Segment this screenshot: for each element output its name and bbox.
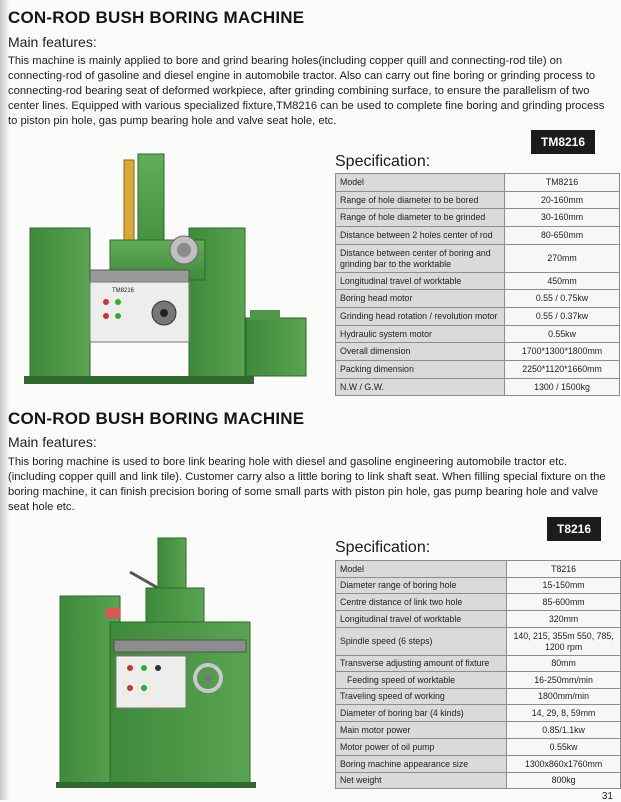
section1-title: CON-ROD BUSH BORING MACHINE [8, 8, 305, 27]
spec-value: 85-600mm [507, 594, 621, 611]
spec-label: Transverse adjusting amount of fixture [336, 656, 507, 672]
spec-label: N.W / G.W. [336, 379, 505, 396]
spec-row [336, 561, 621, 578]
spec-label: Model [336, 561, 507, 578]
spec-label: Boring head motor [336, 290, 505, 308]
spec-label: Model [336, 174, 505, 192]
spec-value: 0.55 / 0.75kw [505, 290, 620, 308]
spec-row [336, 628, 621, 656]
spec-value: 20-160mm [505, 192, 620, 209]
spec-label: Packing dimension [336, 361, 505, 379]
spec-label: Net weight [336, 773, 507, 789]
spec-value: 80-650mm [505, 227, 620, 245]
spec-row [336, 578, 621, 594]
section1-model-badge: TM8216 [531, 130, 595, 154]
spec-row [336, 326, 620, 343]
spec-label: Diameter range of boring hole [336, 578, 507, 594]
spec-row [336, 174, 620, 192]
spec-row [336, 672, 621, 689]
spec-row [336, 656, 621, 672]
spec-label: Centre distance of link two hole [336, 594, 507, 611]
spec-label: Overall dimension [336, 343, 505, 361]
spec-value: 2250*1120*1660mm [505, 361, 620, 379]
section1-features-text: This machine is mainly applied to bore and grind bearing holes(including copper quill and connecting-rod tile) on connecting-rod of gasoline and diesel engine in automobile tractor. Also can carry out fine boring or grinding process to connecting-rod bearing seat of deformed workpiece, after grinding combining surface, to ensure the parallelism of two center lines. Equipped with various specialized fixture,TM8216 can be used to complete fine boring and grinding process to piston pin hole, gas pump bearing hole and valve seat hole, etc. [8, 55, 605, 127]
spec-label: Hydraulic system motor [336, 326, 505, 343]
spec-value: 1300x860x1760mm [507, 756, 621, 773]
spec-label: Feeding speed of worktable [336, 672, 507, 689]
spec-value: 800kg [507, 773, 621, 789]
tm8216-machine-photo [14, 150, 314, 386]
spec-row [336, 343, 620, 361]
spec-row [336, 594, 621, 611]
spec-row [336, 379, 620, 396]
spec-value: T8216 [507, 561, 621, 578]
spec-label: Traveling speed of working [336, 689, 507, 705]
spec-value: 0.85/1.1kw [507, 722, 621, 739]
spec-label: Longitudinal travel of worktable [336, 611, 507, 628]
spec-row [336, 773, 621, 789]
spec-label: Boring machine appearance size [336, 756, 507, 773]
spec-row [336, 722, 621, 739]
spec-row [336, 689, 621, 705]
spec-value: 80mm [507, 656, 621, 672]
section2-features-text: This boring machine is used to bore link bearing hole with diesel and gasoline engineering automobile tractor etc. (including copper quill and link tile). Customer carry also a little boring to link shaft seat. When filling special fixture on the boring machine, it can finish precision boring of some small parts with piston pin hole, gas pump bearing hole and valve seat hole etc. [8, 456, 606, 513]
spec-value: 30-160mm [505, 209, 620, 227]
section2-title: CON-ROD BUSH BORING MACHINE [8, 409, 305, 428]
page-number: 31 [601, 791, 613, 802]
spec-row [336, 361, 620, 379]
spec-label: Range of hole diameter to be grinded [336, 209, 505, 227]
tm8216-panel-label: TM8216 [112, 288, 135, 294]
spec-row [336, 273, 620, 290]
t8216-machine-photo [50, 528, 300, 790]
spec-row [336, 227, 620, 245]
spec-label: Spindle speed (6 steps) [336, 628, 507, 656]
section1-features-heading: Main features: [8, 34, 97, 50]
spec-value: 1300 / 1500kg [505, 379, 620, 396]
spec-value: 0.55kw [507, 739, 621, 756]
section2-model-badge: T8216 [547, 517, 601, 541]
spec-row [336, 192, 620, 209]
spec-value: 450mm [505, 273, 620, 290]
spec-label: Distance between 2 holes center of rod [336, 227, 505, 245]
spec-label: Range of hole diameter to be bored [336, 192, 505, 209]
spec-row [336, 739, 621, 756]
section1-spec-heading: Specification: [335, 153, 431, 170]
spec-label: Main motor power [336, 722, 507, 739]
spec-value: 1800mm/min [507, 689, 621, 705]
spec-row [336, 756, 621, 773]
spec-label: Motor power of oil pump [336, 739, 507, 756]
spec-row [336, 705, 621, 722]
spec-value: 270mm [505, 245, 620, 273]
section2-features-heading: Main features: [8, 434, 97, 450]
spec-row [336, 290, 620, 308]
spec-row [336, 245, 620, 273]
spec-value: 0.55 / 0.37kw [505, 308, 620, 326]
spec-value: 16-250mm/min [507, 672, 621, 689]
spec-value: 140, 215, 355m 550, 785, 1200 rpm [507, 628, 621, 656]
spec-row [336, 611, 621, 628]
spec-label: Diameter of boring bar (4 kinds) [336, 705, 507, 722]
section2-spec-heading: Specification: [335, 539, 431, 556]
spec-label: Longitudinal travel of worktable [336, 273, 505, 290]
section1-spec-table [335, 173, 620, 396]
spec-row [336, 209, 620, 227]
spec-value: TM8216 [505, 174, 620, 192]
spec-value: 320mm [507, 611, 621, 628]
spec-label: Grinding head rotation / revolution motor [336, 308, 505, 326]
spec-row [336, 308, 620, 326]
spec-value: 15-150mm [507, 578, 621, 594]
spec-label: Distance between center of boring and grinding bar to the worktable [336, 245, 505, 273]
section2-spec-table [335, 560, 621, 789]
spec-value: 0.55kw [505, 326, 620, 343]
spec-value: 14, 29, 8, 59mm [507, 705, 621, 722]
spec-value: 1700*1300*1800mm [505, 343, 620, 361]
